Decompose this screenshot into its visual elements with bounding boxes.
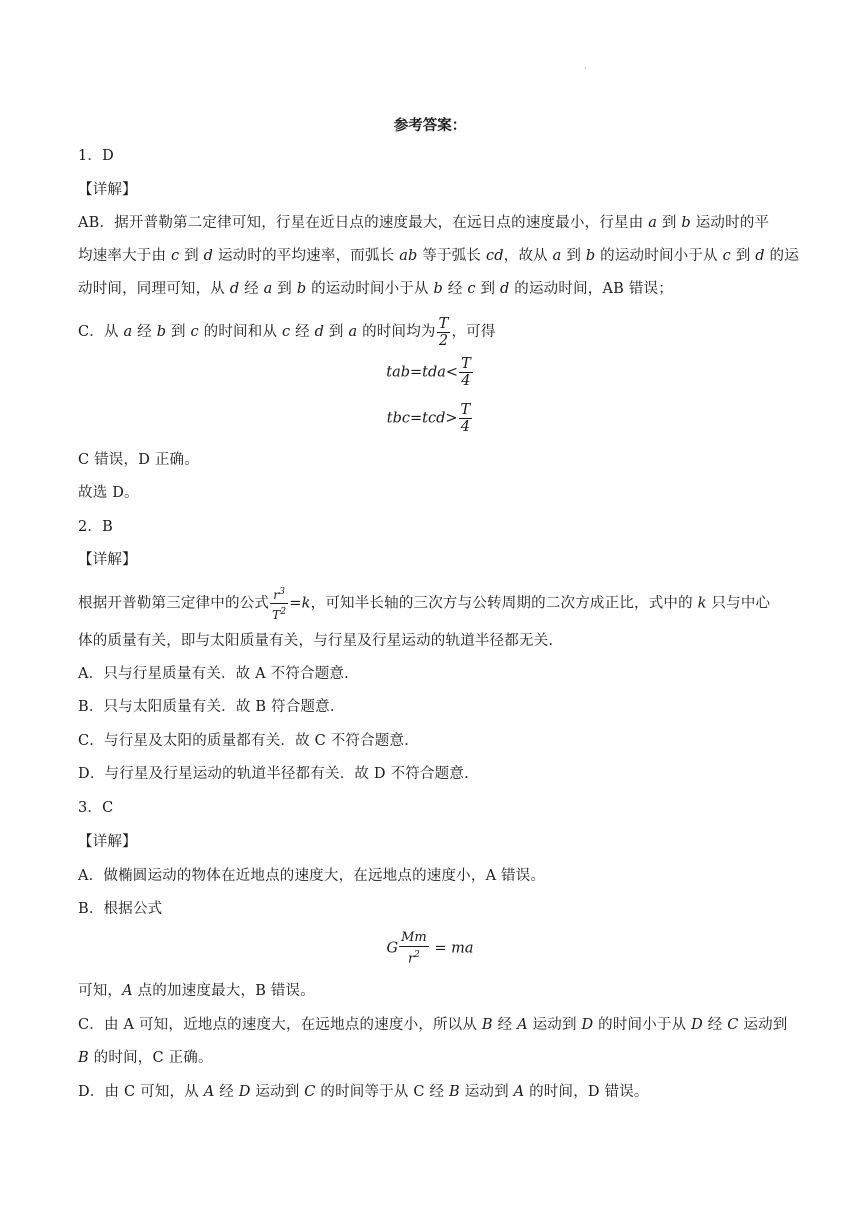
q3-equation: G $\frac{Mm}{r^2}$ = ma — [386, 930, 474, 967]
q2-detail-heading: 【详解】 — [78, 552, 137, 568]
q2-option-a: A．只与行星质量有关．故 A 不符合题意. — [78, 666, 349, 682]
q2-option-d: D．与行星及行星运动的轨道半径都有关．故 D 不符合题意. — [78, 766, 469, 782]
q1-number: 1．D — [78, 148, 114, 164]
q3-option-c-line-2: B 的时间，C 正确。 — [78, 1050, 213, 1066]
q1-ab-line-3: 动时间，同理可知，从 d 经 a 到 b 的运动时间小于从 b 经 c 到 d 的运动时间，AB 错误； — [78, 281, 673, 297]
page-title: 参考答案： — [393, 117, 467, 134]
q2-option-b: B．只与太阳质量有关．故 B 符合题意. — [78, 699, 335, 715]
q1-detail-heading: 【详解】 — [78, 182, 137, 198]
q1-equation-1: tab=tda< $\frac{T}{4}$ — [386, 356, 471, 389]
fraction-r3-over-t2: $\frac{r^3}{T^2}$ — [270, 584, 288, 623]
q3-option-a: A．做椭圆运动的物体在近地点的速度大，在远地点的速度小，A 错误。 — [78, 868, 546, 884]
q1-ab-line-2: 均速率大于由 c 到 d 运动时的平均速率，而弧长 ab 等于弧长 cd，故从 a 到 b 的运动时间小于从 c 到 d 的运 — [78, 248, 799, 264]
q3-option-d: D．由 C 可知，从 A 经 D 运动到 C 的时间等于从 C 经 B 运动到 A 的时间，D 错误。 — [78, 1084, 649, 1100]
q3-number: 3．C — [78, 800, 114, 816]
q3-detail-heading: 【详解】 — [78, 834, 137, 850]
q3-option-b: B．根据公式 — [78, 901, 163, 917]
q2-line-1: 根据开普勒第三定律中的公式 $\frac{r^3}{T^2}$ =k，可知半长轴的三次方与公转周期的二次方成正比，式中的 k 只与中心 — [78, 584, 788, 623]
q3-option-c-line-1: C．由 A 可知，近地点的速度大，在远地点的速度小，所以从 B 经 A 运动到 D 的时间小于从 D 经 C 运动到 — [78, 1017, 788, 1033]
q2-option-c: C．与行星及太阳的质量都有关．故 C 不符合题意. — [78, 733, 410, 749]
q1-conclusion: C 错误，D 正确。 — [78, 452, 199, 468]
q1-c-line: C．从 a 经 b 到 c 的时间和从 c 经 d 到 a 的时间均为 $\frac{T}{2}$ ，可得 — [78, 315, 496, 349]
header-dot: · — [584, 64, 587, 73]
fraction-t-over-2: $\frac{T}{2}$ — [438, 315, 449, 349]
q3-option-b-line-2: 可知，A 点的加速度最大，B 错误。 — [78, 983, 315, 999]
q1-equation-2: tbc=tcd> $\frac{T}{4}$ — [386, 402, 471, 435]
q1-ab-line-1: AB．据开普勒第二定律可知，行星在近日点的速度最大，在远日点的速度最小，行星由 a 到 b 运动时的平 — [78, 215, 770, 231]
q1-choice: 故选 D。 — [78, 485, 139, 501]
q2-line-2: 体的质量有关，即与太阳质量有关，与行星及行星运动的轨道半径都无关. — [78, 633, 554, 649]
q2-number: 2．B — [78, 519, 113, 535]
